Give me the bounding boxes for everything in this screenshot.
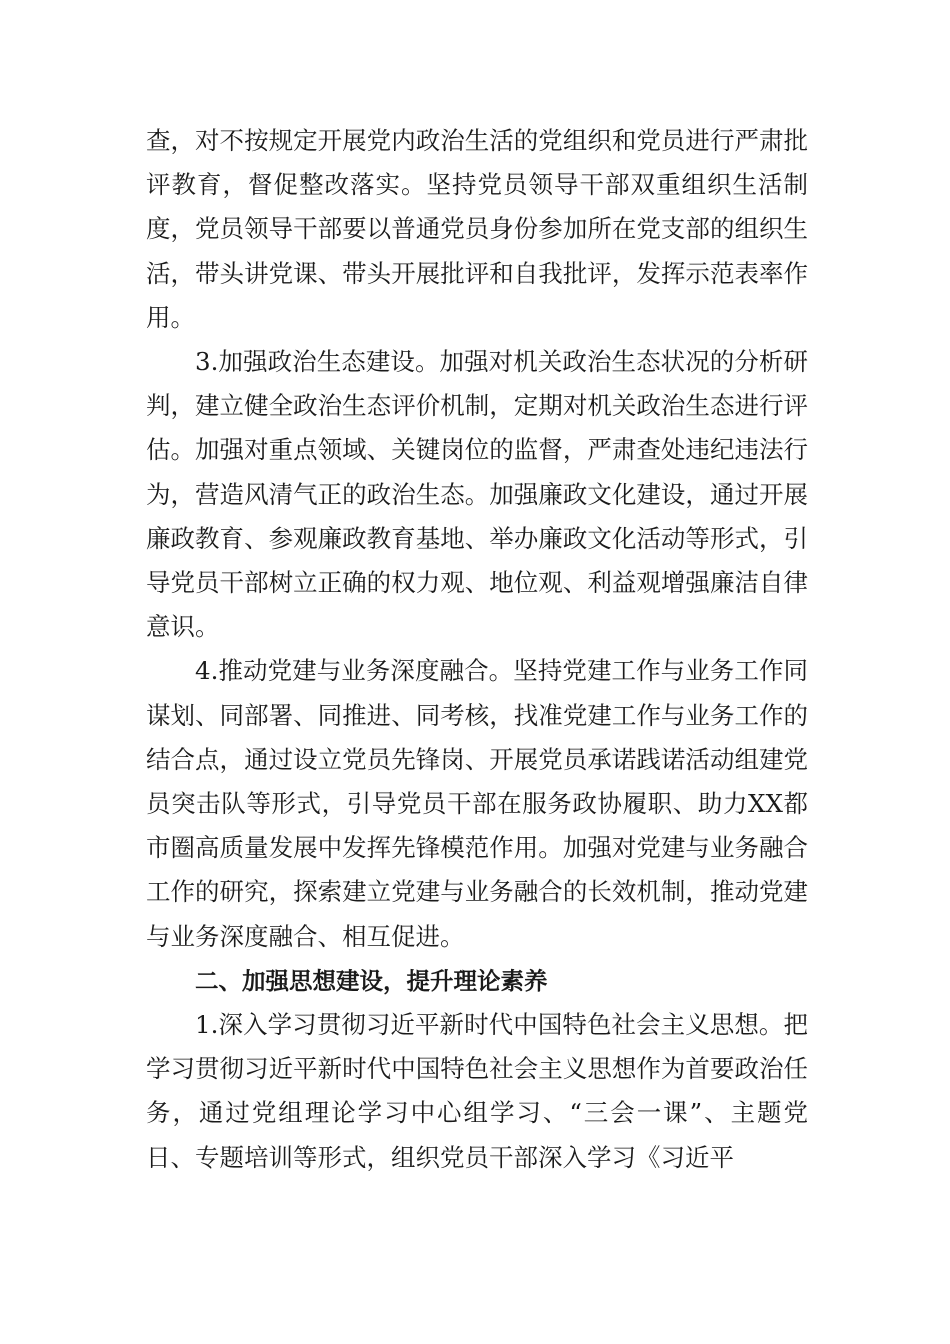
paragraph-continuation: 查，对不按规定开展党内政治生活的党组织和党员进行严肃批评教育，督促整改落实。坚持党员领导干部双重组织生活制度，党员领导干部要以普通党员身份参加所在党支部的组织生活，带头讲党课、带头开展批评和自我批评，发挥示范表率作用。: [146, 126, 808, 332]
document-page: [146, 119, 808, 1180]
paragraph-political-ecology: 3.加强政治生态建设。加强对机关政治生态状况的分析研判，建立健全政治生态评价机制，定期对机关政治生态进行评估。加强对重点领域、关键岗位的监督，严肃查处违纪违法行为，营造风清气正的政治生态。加强廉政文化建设，通过开展廉政教育、参观廉政教育基地、举办廉政文化活动等形式，引导党员干部树立正确的权力观、地位观、利益观增强廉洁自律意识。: [146, 347, 808, 642]
paragraph-study-thought: 1.深入学习贯彻习近平新时代中国特色社会主义思想。把学习贯彻习近平新时代中国特色社会主义思想作为首要政治任务，通过党组理论学习中心组学习、“三会一课”、主题党日、专题培训等形式，组织党员干部深入学习《习近平: [146, 1010, 808, 1172]
section-heading: 二、加强思想建设，提升理论素养: [195, 966, 548, 995]
paragraph-party-business-integration: 4.推动党建与业务深度融合。坚持党建工作与业务工作同谋划、同部署、同推进、同考核，找准党建工作与业务工作的结合点，通过设立党员先锋岗、开展党员承诺践诺活动组建党员突击队等形式，引导党员干部在服务政协履职、助力XX都市圈高质量发展中发挥先锋模范作用。加强对党建与业务融合工作的研究，探索建立党建与业务融合的长效机制，推动党建与业务深度融合、相互促进。: [146, 656, 808, 951]
